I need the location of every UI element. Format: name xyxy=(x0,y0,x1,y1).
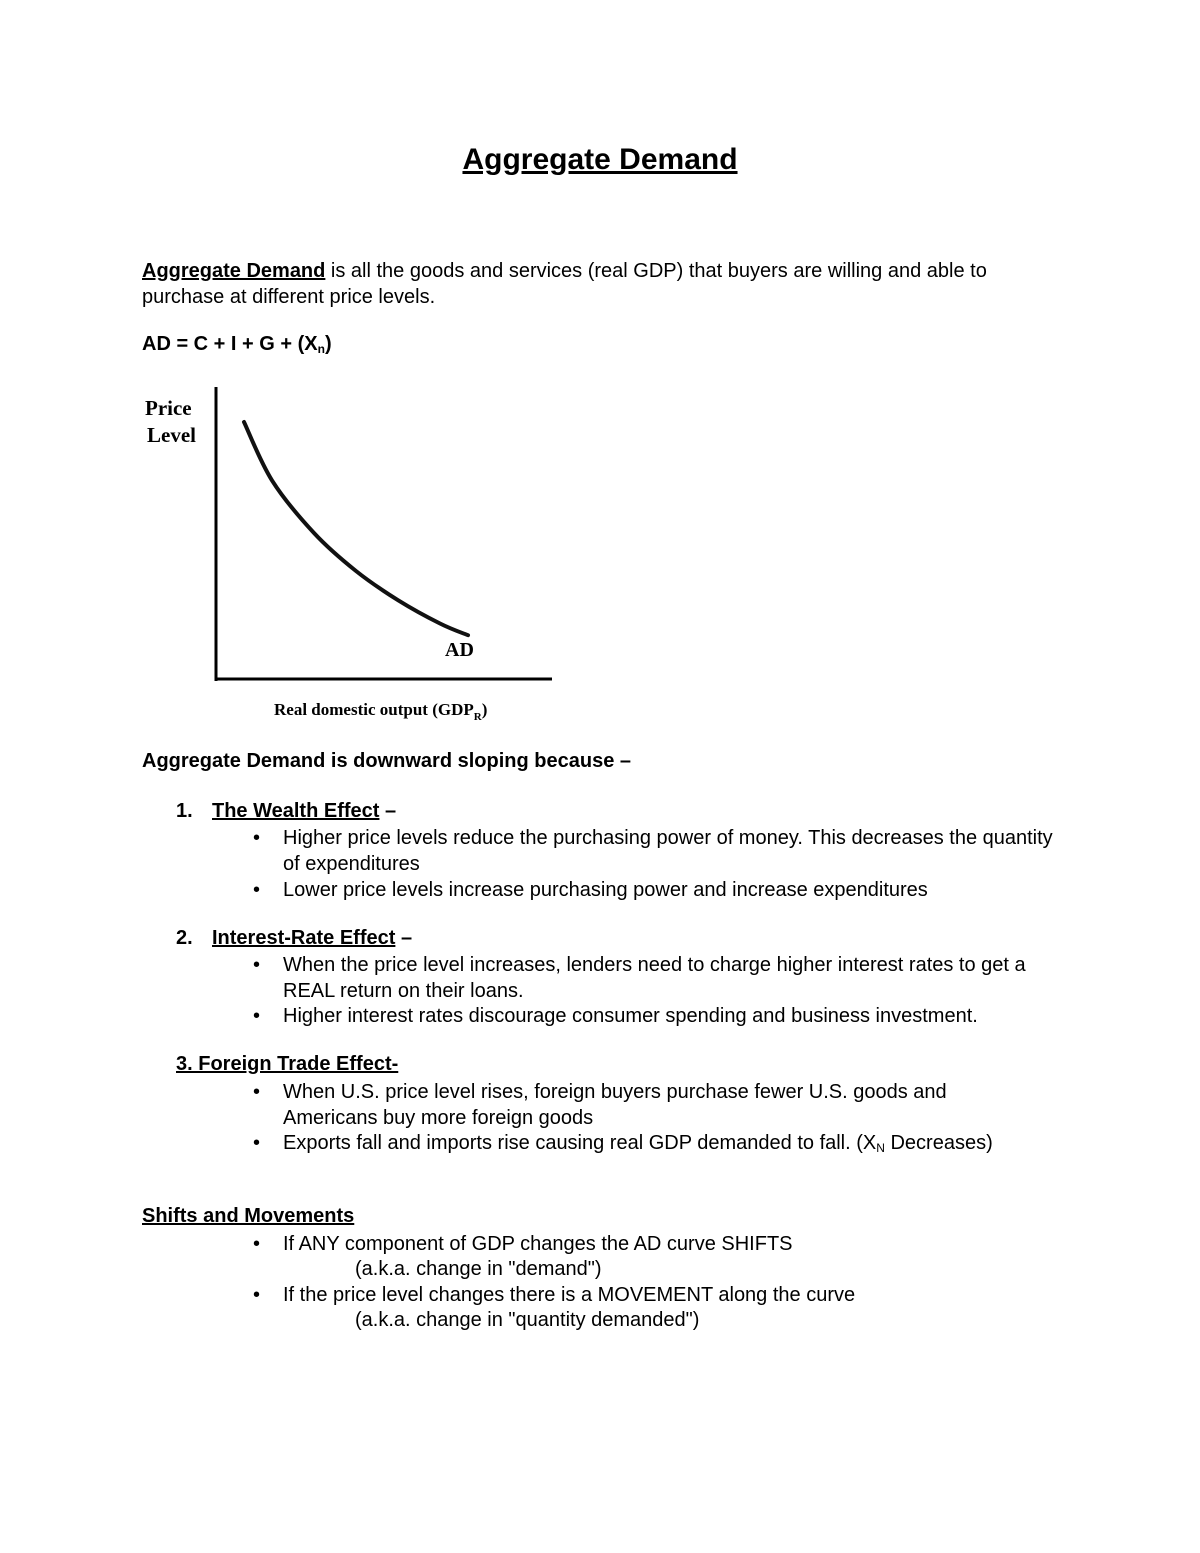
shifts-item-1-note: (a.k.a. change in "demand") xyxy=(355,1258,602,1280)
shifts-heading: Shifts and Movements xyxy=(142,1205,355,1227)
reason-3-bullet-2 xyxy=(283,1130,1073,1161)
formula-sub: n xyxy=(317,342,325,356)
reason-3-bullet-1: When U.S. price level rises, foreign buyers purchase fewer U.S. goods and Americans buy more foreign goods xyxy=(283,1081,947,1129)
bullet-dot: • xyxy=(253,1005,261,1027)
reason-3-bullet-2-post: Decreases) xyxy=(884,1132,993,1154)
bullet-dot: • xyxy=(253,954,261,976)
ad-curve-label: AD xyxy=(445,639,474,661)
reason-1-bullet-2: Lower price levels increase purchasing power and increase expenditures xyxy=(283,879,928,901)
ad-chart xyxy=(130,380,570,730)
bullet-dot: • xyxy=(253,827,261,849)
reasons-heading: Aggregate Demand is downward sloping because – xyxy=(142,750,631,772)
x-axis-label-sub: R xyxy=(473,711,482,723)
ad-curve xyxy=(244,422,468,635)
shifts-item-2: If the price level changes there is a MOVEMENT along the curve xyxy=(283,1284,856,1306)
definition-text: is all the goods and services (real GDP) that buyers are willing and able to purchase at different price levels. xyxy=(142,260,987,308)
reason-3-bullet-2-pre: Exports fall and imports rise causing real GDP demanded to fall. (X xyxy=(283,1132,877,1154)
reason-1-heading xyxy=(176,800,396,823)
formula-close: ) xyxy=(324,333,332,355)
reason-1-title: The Wealth Effect xyxy=(212,800,380,822)
reason-1-number: 1. xyxy=(176,800,193,822)
bullet-dot: • xyxy=(253,1081,261,1103)
reason-2-title: Interest-Rate Effect xyxy=(212,927,396,949)
definition-paragraph xyxy=(142,258,1072,310)
definition-term: Aggregate Demand xyxy=(142,260,326,282)
reason-2-suffix: – xyxy=(395,927,413,949)
bullet-dot: • xyxy=(253,1233,261,1255)
bullet-dot: • xyxy=(253,1132,261,1154)
reason-2-number: 2. xyxy=(176,927,193,949)
reason-3-heading: 3. Foreign Trade Effect- xyxy=(176,1053,399,1075)
y-axis-label-line2: Level xyxy=(147,423,196,447)
x-axis-label xyxy=(274,700,487,723)
reason-2-heading xyxy=(176,927,412,950)
bullet-dot: • xyxy=(253,1284,261,1306)
reason-2-bullet-1: When the price level increases, lenders need to charge higher interest rates to get a REAL return on their loans. xyxy=(283,954,1026,1002)
page-title: Aggregate Demand xyxy=(462,143,738,176)
x-axis-label-main: Real domestic output (GDP xyxy=(274,700,474,719)
reason-1-suffix: – xyxy=(379,800,397,822)
formula-main: AD = C + I + G + (X xyxy=(142,333,318,355)
reason-3-bullet-2-sub: N xyxy=(876,1141,885,1155)
y-axis-label-line1: Price xyxy=(145,396,192,420)
shifts-item-1: If ANY component of GDP changes the AD curve SHIFTS xyxy=(283,1233,793,1255)
reason-1-bullet-1: Higher price levels reduce the purchasing power of money. This decreases the quantity of expenditures xyxy=(283,827,1053,875)
x-axis-label-close: ) xyxy=(481,700,488,719)
reason-2-bullet-2: Higher interest rates discourage consumer spending and business investment. xyxy=(283,1005,978,1027)
shifts-item-2-note: (a.k.a. change in "quantity demanded") xyxy=(355,1309,700,1331)
ad-formula xyxy=(142,333,332,356)
bullet-dot: • xyxy=(253,879,261,901)
